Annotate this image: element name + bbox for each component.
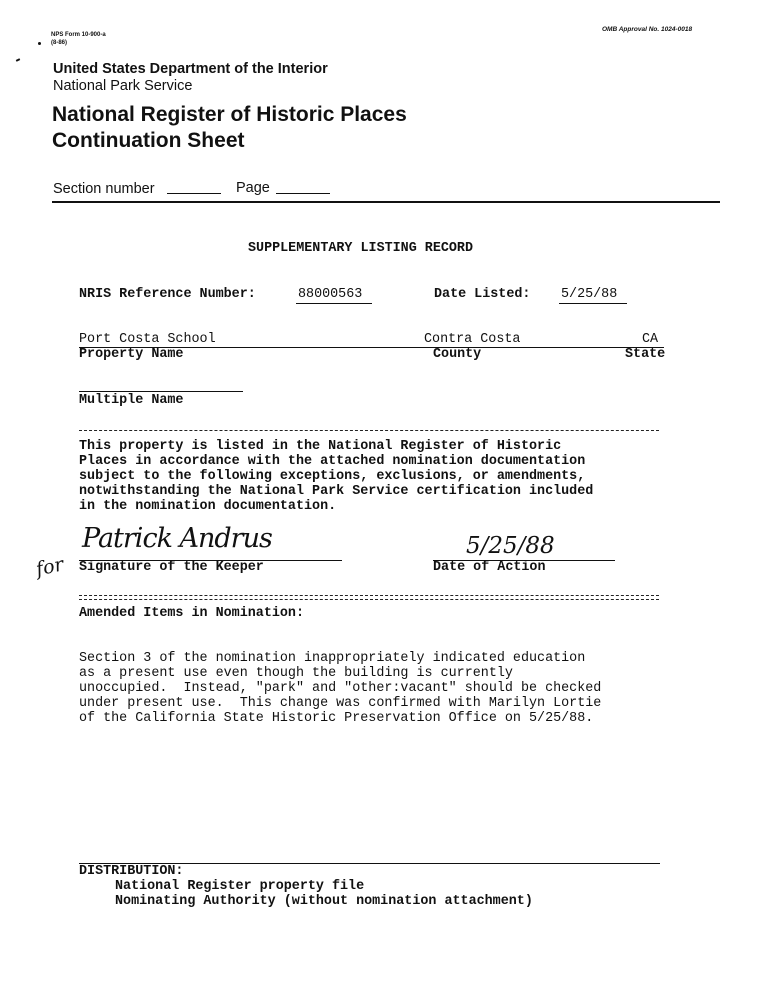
date-of-action-label: Date of Action [433,560,546,575]
form-date: (8-86) [51,40,68,46]
page-title: National Register of Historic Places [52,103,407,126]
handwritten-signature: Patrick Andrus [82,523,272,554]
amended-text [79,651,601,726]
state-value: CA [642,332,659,347]
amended-line: unoccupied. Instead, "park" and "other:vacant" should be checked [79,681,602,696]
dashed-divider [79,430,659,431]
statement-line: Places in accordance with the attached nomination documentation [79,454,586,469]
amended-line: as a present use even though the building is currently [79,666,513,681]
amended-line: Section 3 of the nomination inappropriately indicated education [79,651,586,666]
nris-label: NRIS Reference Number: [79,287,256,302]
property-name-label: Property Name [79,347,184,362]
multiple-name-label: Multiple Name [79,393,184,408]
distribution-item: Nominating Authority (without nomination attachment) [115,894,533,909]
amended-heading: Amended Items in Nomination: [79,606,304,621]
date-listed-value: 5/25/88 [561,287,618,302]
county-label: County [433,347,482,362]
listing-statement [79,439,593,514]
statement-line: notwithstanding the National Park Service certification included [79,484,594,499]
double-dashed-divider [79,595,659,600]
statement-line: in the nomination documentation. [79,499,337,514]
header-divider [52,201,720,203]
distribution-item: National Register property file [115,879,365,894]
signature-label: Signature of the Keeper [79,560,264,575]
omb-approval: OMB Approval No. 1024-0018 [602,26,693,33]
margin-mark [16,58,20,62]
margin-mark [38,42,41,45]
multiple-name-line [79,391,243,392]
date-listed-label: Date Listed: [434,287,531,302]
statement-line: This property is listed in the National Register of Historic [79,439,562,454]
section-number-field [167,193,221,194]
nris-value: 88000563 [298,287,363,302]
section-number-label: Section number [53,181,155,197]
amended-line: under present use. This change was confirmed with Marilyn Lortie [79,696,602,711]
page-field [276,193,330,194]
date-listed-underline [559,303,627,304]
state-label: State [625,347,666,362]
amended-line: of the California State Historic Preservation Office on 5/25/88. [79,711,594,726]
form-number: NPS Form 10-900-a [51,32,106,38]
agency-name: National Park Service [53,78,193,94]
record-heading: SUPPLEMENTARY LISTING RECORD [248,241,473,256]
department-name: United States Department of the Interior [53,61,328,77]
county-value: Contra Costa [424,332,521,347]
statement-line: subject to the following exceptions, exclusions, or amendments, [79,469,586,484]
distribution-label: DISTRIBUTION: [79,864,184,879]
page-subtitle: Continuation Sheet [52,129,245,152]
handwritten-date: 5/25/88 [466,533,555,559]
handwritten-for: for [34,553,66,581]
page-label: Page [236,180,270,196]
property-name-value: Port Costa School [79,332,216,347]
nris-underline [296,303,372,304]
